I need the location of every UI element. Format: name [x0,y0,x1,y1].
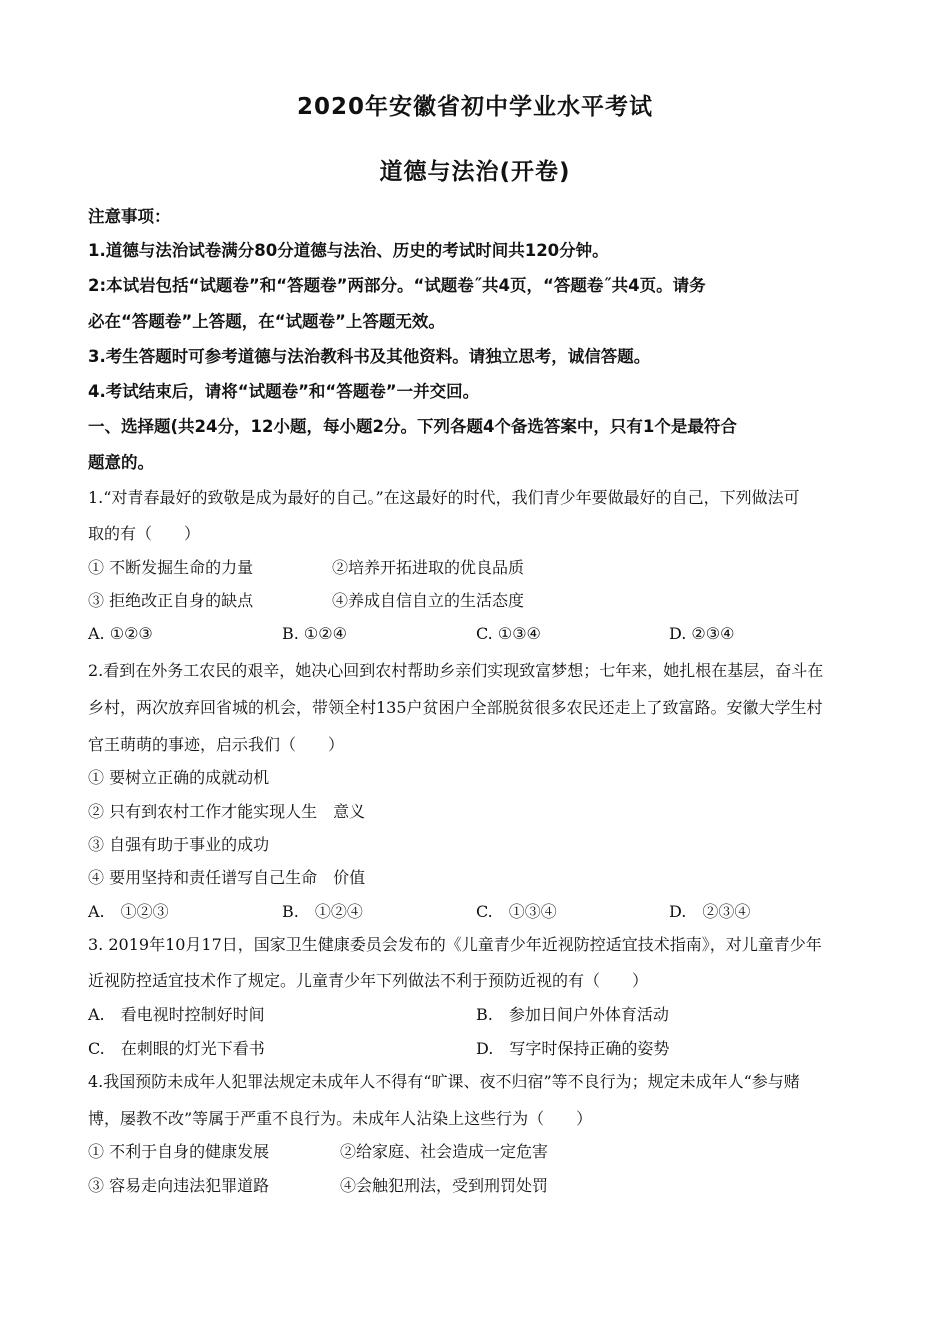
section-heading-cont: 题意的。 [88,453,154,472]
q1-statement-4: ④养成自信自立的生活态度 [332,591,525,610]
q2-statement-2: ② 只有到农村工作才能实现人生 意义 [88,802,366,821]
q1-choice-a: A. ①②③ [88,624,153,643]
q2-statement-1: ① 要树立正确的成就动机 [88,768,270,787]
notice-item-4: 4.考试结束后，请将“试题卷”和“答题卷”一并交回。 [88,382,480,401]
q1-stem: 1.“对青春最好的致敬是成为最好的自己。”在这最好的时代，我们青少年要做最好的自己，下列做法可 [88,488,800,507]
q1-statement-3: ③ 拒绝改正自身的缺点 [88,591,254,610]
notice-heading: 注意事项： [88,207,171,226]
q1-choice-d: D. ②③④ [669,624,735,643]
q1-statement-1: ① 不断发掘生命的力量 [88,558,254,577]
exam-subtitle: 道德与法治(开卷) [379,159,571,185]
q3-choice-b: B. 参加日间户外体育活动 [476,1005,669,1024]
q2-statement-3: ③ 自强有助于事业的成功 [88,835,270,854]
q2-stem-cont-2: 官王萌萌的事迹，启示我们（ ） [88,735,345,754]
q2-choice-c: C. ①③④ [476,902,557,921]
q2-stem-cont-1: 乡村，两次放弃回省城的机会，带领全村135户贫困户全部脱贫很多农民还走上了致富路。安徽大学生村 [88,698,823,717]
notice-item-2: 2:本试岩包括“试题卷”和“答题卷”两部分。“试题卷˝共4页，“答题卷˝共4页。请务 [88,276,706,295]
q4-stem-cont: 博，屡教不改”等属于严重不良行为。未成年人沾染上这些行为（ ） [88,1109,593,1128]
notice-item-3: 3.考生答题时可参考道德与法治教科书及其他资料。请独立思考，诚信答题。 [88,347,651,366]
q3-choice-c: C. 在刺眼的灯光下看书 [88,1039,265,1058]
q3-stem-cont: 近视防控适宜技术作了规定。儿童青少年下列做法不利于预防近视的有（ ） [88,971,649,990]
q2-choice-b: B. ①②④ [282,902,363,921]
q4-statement-3: ③ 容易走向违法犯罪道路 [88,1176,270,1195]
q3-choice-d: D. 写字时保持正确的姿势 [476,1039,670,1058]
q1-choice-c: C. ①③④ [476,624,541,643]
notice-item-2-cont: 必在“答题卷”上答题，在“试题卷”上答题无效。 [88,312,445,331]
notice-item-1: 1.道德与法治试卷满分80分道德与法治、历史的考试时间共120分钟。 [88,241,609,260]
q4-statement-4: ④会触犯刑法，受到刑罚处罚 [340,1176,549,1195]
q4-statement-1: ① 不利于自身的健康发展 [88,1142,270,1161]
exam-title: 2020年安徽省初中学业水平考试 [296,94,653,120]
section-heading: 一、选择题(共24分，12小题，每小题2分。下列各题4个备选答案中，只有1个是最符合 [88,417,737,436]
q4-statement-2: ②给家庭、社会造成一定危害 [340,1142,549,1161]
q2-choice-d: D. ②③④ [669,902,751,921]
q3-stem: 3. 2019年10月17日，国家卫生健康委员会发布的《儿童青少年近视防控适宜技术指南》，对儿童青少年 [88,935,822,954]
q1-statement-2: ②培养开拓进取的优良品质 [332,558,525,577]
q1-choice-b: B. ①②④ [282,624,347,643]
q3-choice-a: A. 看电视时控制好时间 [88,1005,265,1024]
q2-choice-a: A. ①②③ [88,902,169,921]
q4-stem: 4.我国预防未成年人犯罪法规定未成年人不得有“旷课、夜不归宿”等不良行为；规定未成年人“参与赌 [88,1072,800,1091]
q2-statement-4: ④ 要用坚持和责任谱写自己生命 价值 [88,868,366,887]
q2-stem: 2.看到在外务工农民的艰辛，她决心回到农村帮助乡亲们实现致富梦想；七年来，她扎根在基层，奋斗在 [88,661,824,680]
q1-stem-cont: 取的有（ ） [88,524,201,543]
